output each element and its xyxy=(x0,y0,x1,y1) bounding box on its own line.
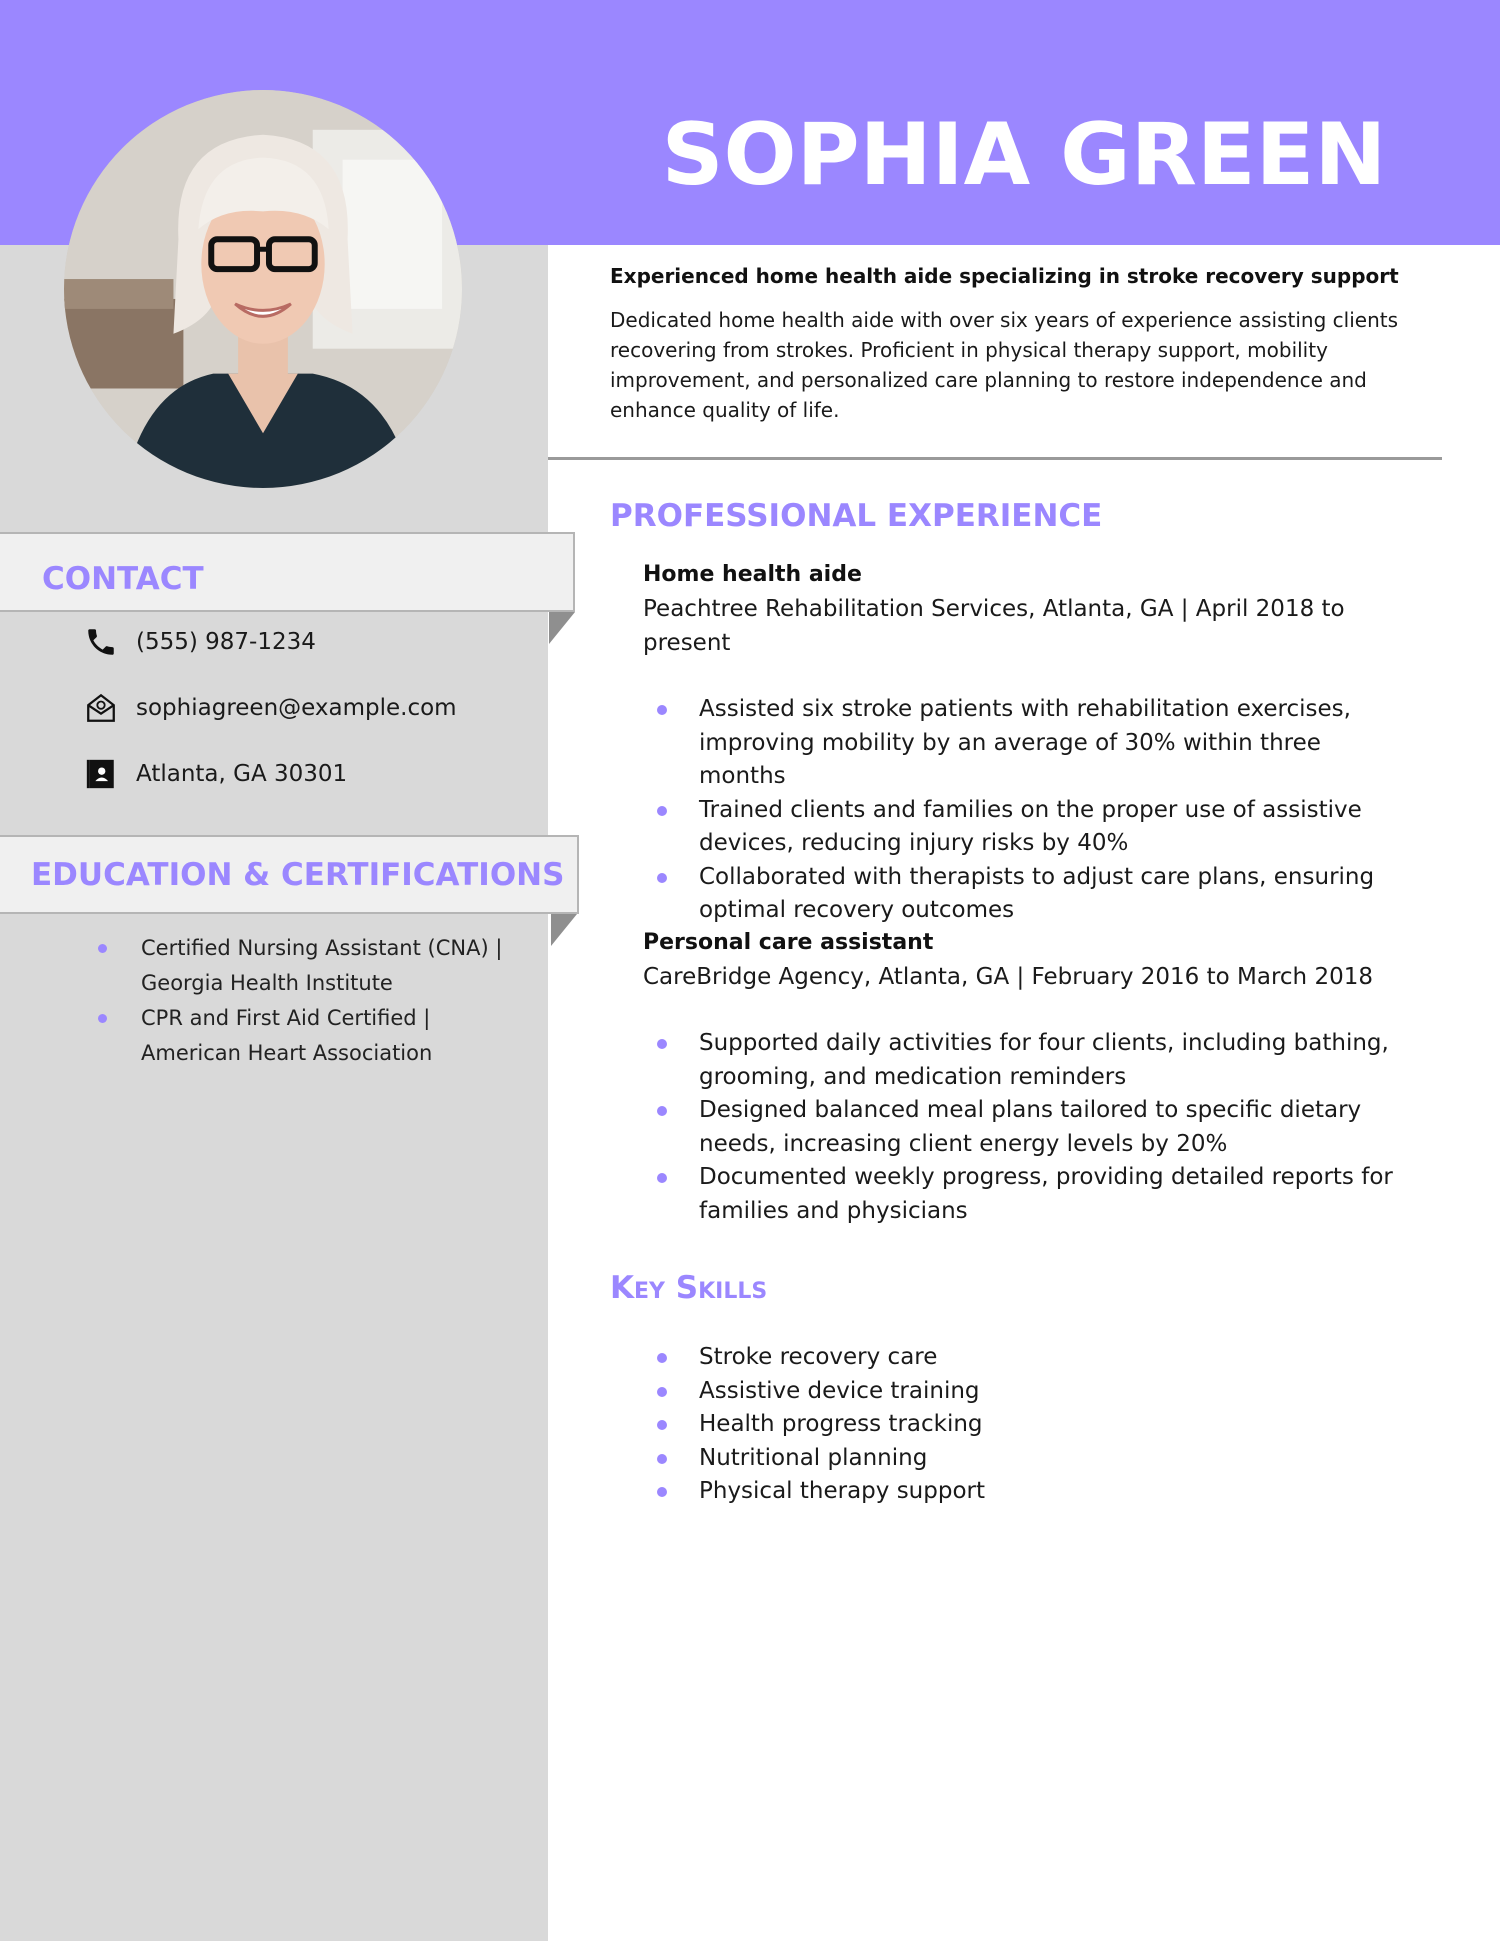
bullet-dot xyxy=(657,1454,667,1464)
job-title: Personal care assistant xyxy=(643,930,934,955)
tab-fold xyxy=(551,914,577,946)
job-employer-dates: Peachtree Rehabilitation Services, Atlanta, GA | April 2018 to present xyxy=(643,596,1345,656)
profile-photo xyxy=(64,90,462,488)
contact-heading: CONTACT xyxy=(42,561,204,597)
list-item: CPR and First Aid Certified | American Heart Association xyxy=(96,1001,516,1071)
list-item: Assistive device training xyxy=(650,1375,1410,1409)
summary-text: Dedicated home health aide with over six years of experience assisting clients recovering from strokes. Proficient in physical therapy support, mobility improvement, and personalized care planning to restore independence and enhance quality of life. xyxy=(610,308,1399,422)
list-item: Certified Nursing Assistant (CNA) | Georgia Health Institute xyxy=(96,931,516,1001)
bullet-dot xyxy=(657,1387,667,1397)
bullet-dot xyxy=(657,1487,667,1497)
list-item: Collaborated with therapists to adjust care plans, ensuring optimal recovery outcomes xyxy=(650,861,1410,928)
bullet-dot xyxy=(657,806,667,816)
bullet-dot xyxy=(98,1014,107,1023)
education-heading: EDUCATION & CERTIFICATIONS xyxy=(31,857,565,893)
address-text: Atlanta, GA 30301 xyxy=(136,761,348,787)
education-list xyxy=(96,931,516,1071)
email-address[interactable]: sophiagreen@example.com xyxy=(136,695,457,721)
bullet-dot xyxy=(657,1420,667,1430)
list-item: Assisted six stroke patients with rehabilitation exercises, improving mobility by an average of 30% within three months xyxy=(650,693,1410,794)
bullet-dot xyxy=(657,873,667,883)
contact-email xyxy=(84,688,457,728)
bullet-dot xyxy=(657,1173,667,1183)
email-icon xyxy=(84,691,118,725)
list-item: Supported daily activities for four clients, including bathing, grooming, and medication reminders xyxy=(650,1027,1410,1094)
contact-phone xyxy=(84,622,316,662)
list-item: Stroke recovery care xyxy=(650,1341,1410,1375)
skills-list xyxy=(650,1341,1410,1509)
list-item: Trained clients and families on the proper use of assistive devices, reducing injury risks by 40% xyxy=(650,794,1410,861)
skills-heading: Key Skills xyxy=(610,1270,768,1306)
list-item: Physical therapy support xyxy=(650,1475,1410,1509)
bullet-dot xyxy=(657,1106,667,1116)
candidate-name: SOPHIA GREEN xyxy=(661,105,1387,205)
phone-icon xyxy=(84,625,118,659)
list-item: Documented weekly progress, providing detailed reports for families and physicians xyxy=(650,1161,1410,1228)
list-item: Health progress tracking xyxy=(650,1408,1410,1442)
bullet-dot xyxy=(98,944,107,953)
section-divider xyxy=(548,457,1442,460)
phone-number[interactable]: (555) 987-1234 xyxy=(136,629,316,655)
experience-heading: PROFESSIONAL EXPERIENCE xyxy=(610,498,1103,534)
bullet-dot xyxy=(657,705,667,715)
contact-tab xyxy=(0,532,575,612)
job-bullets xyxy=(650,693,1410,928)
job-employer-dates: CareBridge Agency, Atlanta, GA | February 2016 to March 2018 xyxy=(643,964,1373,990)
job-bullets xyxy=(650,1027,1410,1228)
bullet-dot xyxy=(657,1039,667,1049)
list-item: Nutritional planning xyxy=(650,1442,1410,1476)
bullet-dot xyxy=(657,1353,667,1363)
list-item: Designed balanced meal plans tailored to specific dietary needs, increasing client energy levels by 20% xyxy=(650,1094,1410,1161)
education-tab xyxy=(0,835,579,914)
job-title: Home health aide xyxy=(643,562,862,587)
summary-headline: Experienced home health aide specializing in stroke recovery support xyxy=(610,264,1399,288)
contact-address xyxy=(84,754,347,794)
address-book-icon xyxy=(84,757,118,791)
tab-fold xyxy=(549,612,575,644)
